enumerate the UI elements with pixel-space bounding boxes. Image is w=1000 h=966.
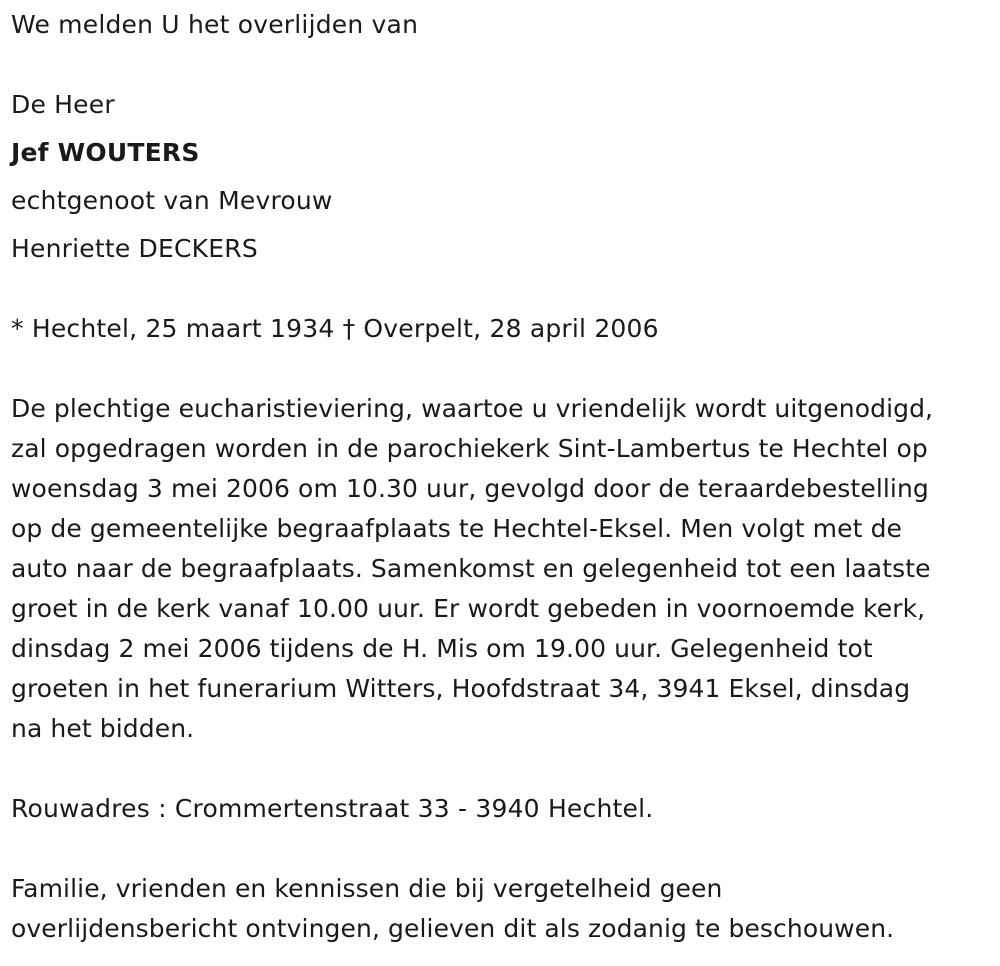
deceased-name: Jef WOUTERS — [11, 138, 200, 167]
closing-paragraph — [11, 869, 991, 949]
ceremony-paragraph — [11, 389, 991, 749]
life-dates: * Hechtel, 25 maart 1934 † Overpelt, 28 april 2006 — [11, 314, 659, 343]
ceremony-line: na het bidden. — [11, 714, 195, 743]
spouse-name: Henriette DECKERS — [11, 234, 258, 263]
ceremony-line: op de gemeentelijke begraafplaats te Hechtel-Eksel. Men volgt met de — [11, 514, 903, 543]
ceremony-line: groet in de kerk vanaf 10.00 uur. Er wordt gebeden in voornoemde kerk, — [11, 594, 926, 623]
closing-line: overlijdensbericht ontvingen, gelieven dit als zodanig te beschouwen. — [11, 914, 895, 943]
ceremony-line: zal opgedragen worden in de parochiekerk Sint-Lambertus te Hechtel op — [11, 434, 928, 463]
ceremony-line: groeten in het funerarium Witters, Hoofdstraat 34, 3941 Eksel, dinsdag — [11, 674, 911, 703]
ceremony-line: auto naar de begraafplaats. Samenkomst en gelegenheid tot een laatste — [11, 554, 931, 583]
closing-line: Familie, vrienden en kennissen die bij vergetelheid geen — [11, 874, 723, 903]
mourning-address: Rouwadres : Crommertenstraat 33 - 3940 Hechtel. — [11, 794, 654, 823]
honorific: De Heer — [11, 90, 115, 119]
ceremony-line: woensdag 3 mei 2006 om 10.30 uur, gevolgd door de teraardebestelling — [11, 474, 929, 503]
ceremony-line: dinsdag 2 mei 2006 tijdens de H. Mis om 19.00 uur. Gelegenheid tot — [11, 634, 873, 663]
spouse-label: echtgenoot van Mevrouw — [11, 186, 333, 215]
intro-text: We melden U het overlijden van — [11, 10, 419, 39]
ceremony-line: De plechtige eucharistieviering, waartoe u vriendelijk wordt uitgenodigd, — [11, 394, 934, 423]
